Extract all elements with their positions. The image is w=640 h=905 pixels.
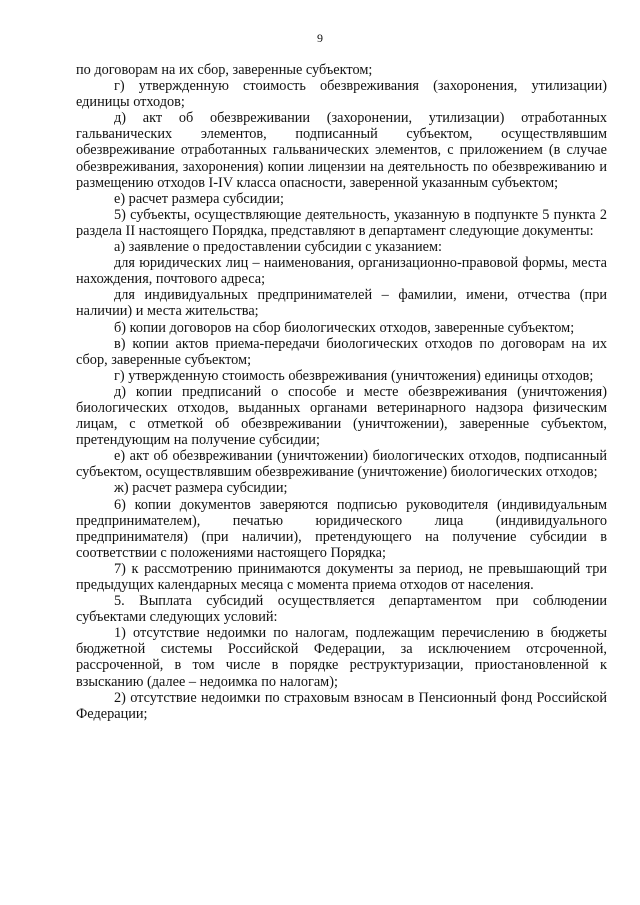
paragraph: 1) отсутствие недоимки по налогам, подлежащим перечислению в бюджеты бюджетной системы Российской Федерации, за исключением отсроченной, рассроченной, в том числе в порядке реструктуризации, приостановленной к взысканию (далее – недоимка по налогам); bbox=[76, 625, 607, 690]
paragraph: б) копии договоров на сбор биологических отходов, заверенные субъектом; bbox=[114, 319, 575, 336]
paragraph: е) акт об обезвреживании (уничтожении) биологических отходов, подписанный субъектом, осуществлявшим обезвреживание (уничтожение) биологических отходов; bbox=[76, 448, 607, 481]
paragraph: а) заявление о предоставлении субсидии с указанием: bbox=[114, 239, 442, 256]
paragraph: д) акт об обезвреживании (захоронении, утилизации) отработанных гальванических элементов, подписанный субъектом, осуществлявшим обезвреживание отработанных гальванических элементов, с приложением (в случае обезвреживания, захоронения) копии лицензии на деятельность по обезвреживанию и размещению отходов I-IV класса опасности, заверенной указанным субъектом; bbox=[76, 110, 607, 191]
paragraph: 5. Выплата субсидий осуществляется департаментом при соблюдении субъектами следующих условий: bbox=[76, 593, 607, 626]
paragraph: по договорам на их сбор, заверенные субъектом; bbox=[76, 62, 373, 78]
paragraph: г) утвержденную стоимость обезвреживания (захоронения, утилизации) единицы отходов; bbox=[76, 78, 607, 111]
paragraph: г) утвержденную стоимость обезвреживания (уничтожения) единицы отходов; bbox=[114, 367, 594, 384]
paragraph: для юридических лиц – наименования, организационно-правовой формы, места нахождения, почтового адреса; bbox=[76, 255, 607, 288]
paragraph: ж) расчет размера субсидии; bbox=[114, 480, 288, 497]
paragraph: 2) отсутствие недоимки по страховым взносам в Пенсионный фонд Российской Федерации; bbox=[76, 689, 607, 722]
document-body bbox=[76, 62, 607, 722]
paragraph: в) копии актов приема-передачи биологических отходов по договорам на их сбор, заверенные субъектом; bbox=[76, 335, 607, 368]
paragraph: 6) копии документов заверяются подписью руководителя (индивидуальным предпринимателем), печатью юридического лица (индивидуального предпринимателя) (при наличии), претендующего на получение субсидии в соответствии с положениями настоящего Порядка; bbox=[76, 496, 607, 561]
paragraph: 5) субъекты, осуществляющие деятельность, указанную в подпункте 5 пункта 2 раздела II настоящего Порядка, представляют в департамент следующие документы: bbox=[76, 206, 607, 239]
paragraph: д) копии предписаний о способе и месте обезвреживания (уничтожения) биологических отходов, выданных органами ветеринарного надзора физическим лицам, с отметкой об обезвреживании (уничтожении), заверенные субъектом, претендующим на получение субсидии; bbox=[76, 383, 607, 449]
paragraph: для индивидуальных предпринимателей – фамилии, имени, отчества (при наличии) и места жительства; bbox=[76, 287, 607, 320]
paragraph: 7) к рассмотрению принимаются документы за период, не превышающий три предыдущих календарных месяца с момента приема отходов от населения. bbox=[76, 560, 607, 593]
paragraph: е) расчет размера субсидии; bbox=[114, 190, 284, 207]
page-number: 9 bbox=[317, 31, 323, 45]
